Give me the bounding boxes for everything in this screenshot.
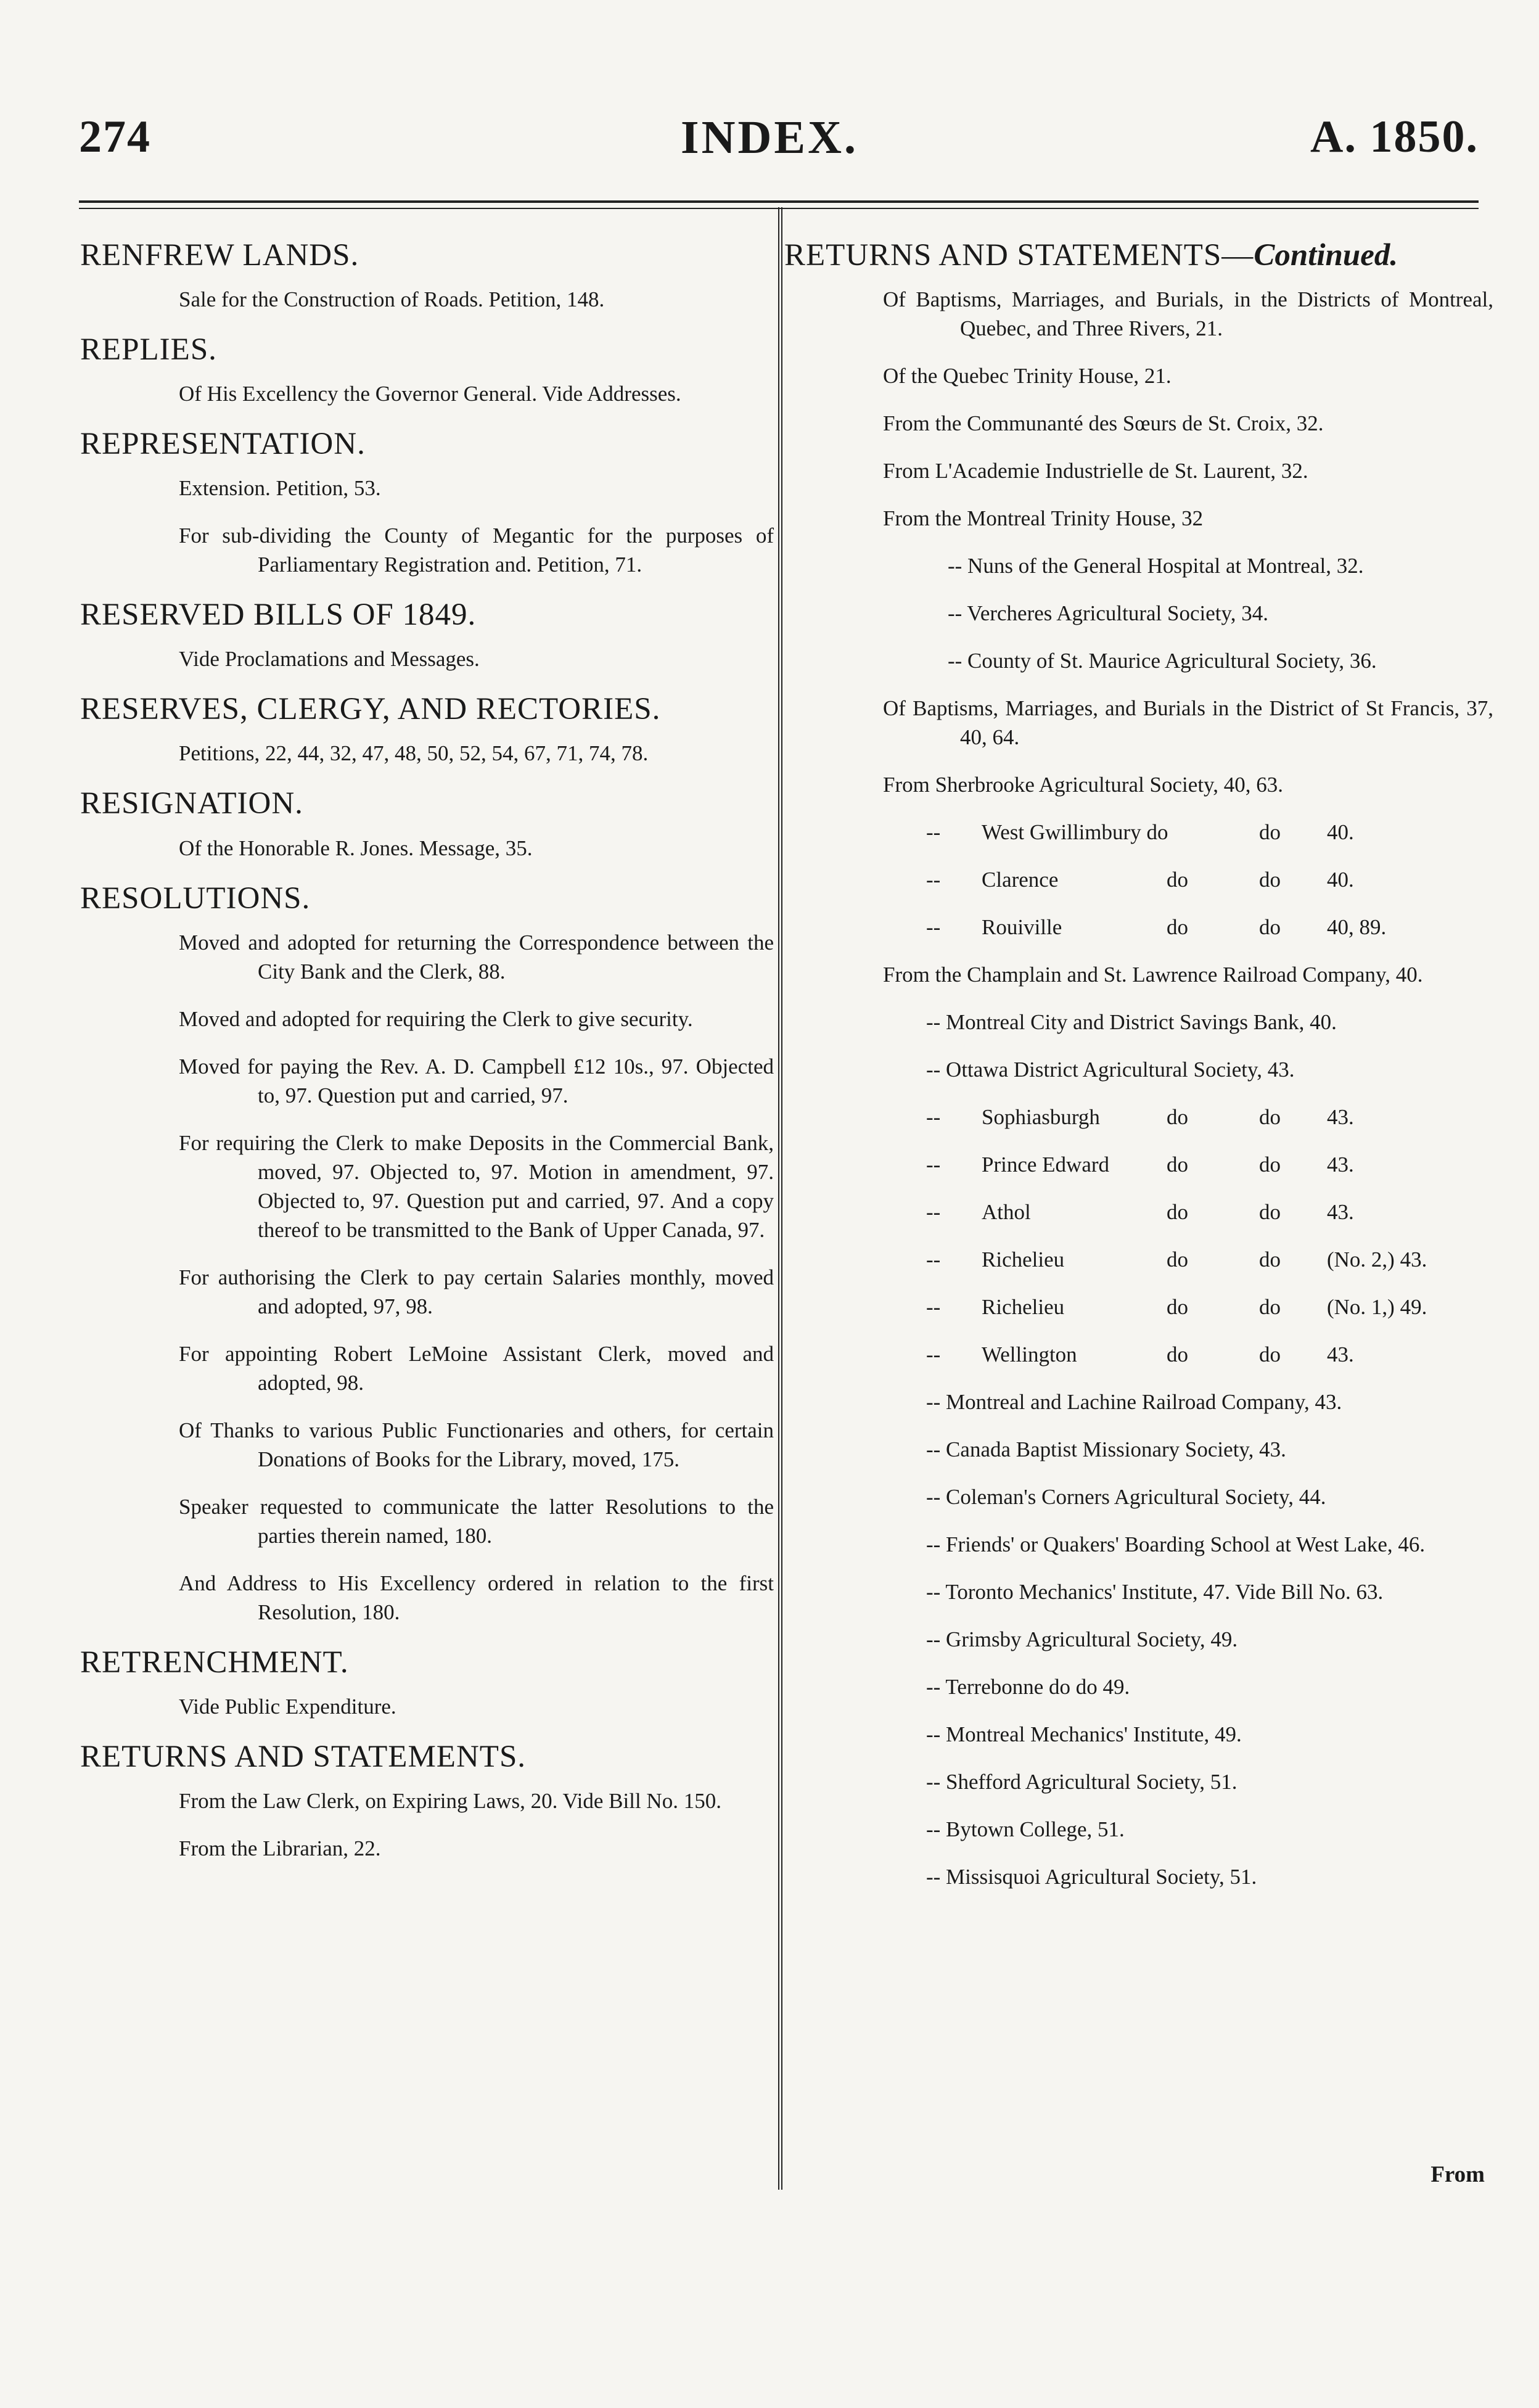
- page-year: A. 1850.: [1310, 112, 1479, 162]
- ditto-page: 43.: [1327, 1200, 1354, 1225]
- section-heading: REPLIES.: [80, 332, 217, 368]
- ditto-name: Athol: [982, 1200, 1031, 1225]
- section-heading-continued: [784, 238, 1493, 273]
- column-divider: [778, 207, 782, 2190]
- ditto-mark: do: [1259, 1153, 1281, 1177]
- index-subentry: -- County of St. Maurice Agricultural Society, 36.: [948, 649, 1377, 673]
- left-column: [80, 222, 774, 1881]
- ditto-name: West Gwillimbury do: [982, 820, 1168, 845]
- ditto-page: (No. 2,) 43.: [1327, 1247, 1427, 1272]
- section-heading: RENFREW LANDS.: [80, 238, 359, 273]
- index-subentry: -- Missisquoi Agricultural Society, 51.: [926, 1865, 1257, 1889]
- catchword: From: [1430, 2162, 1485, 2187]
- index-subentry: -- Toronto Mechanics' Institute, 47. Vide Bill No. 63.: [926, 1580, 1384, 1605]
- index-subentry: -- Nuns of the General Hospital at Montreal, 32.: [948, 554, 1364, 578]
- section-heading: RESERVES, CLERGY, AND RECTORIES.: [80, 692, 661, 727]
- ditto-name: Richelieu: [982, 1247, 1065, 1272]
- section-heading: RESOLUTIONS.: [80, 881, 311, 916]
- ditto-mark: do: [1167, 1200, 1188, 1225]
- index-entry: Extension. Petition, 53.: [179, 476, 381, 501]
- index-entry: Of Baptisms, Marriages, and Burials, in the Districts of Montreal, Quebec, and Three Rivers, 21.: [883, 287, 1493, 341]
- index-subentry: -- Ottawa District Agricultural Society, 43.: [926, 1058, 1295, 1082]
- ditto-row: [926, 1340, 1493, 1369]
- ditto-mark: do: [1259, 1295, 1281, 1320]
- index-entry: From the Champlain and St. Lawrence Railroad Company, 40.: [883, 963, 1423, 987]
- ditto-mark: do: [1167, 1153, 1188, 1177]
- index-entry: And Address to His Excellency ordered in relation to the first Resolution, 180.: [179, 1571, 774, 1624]
- ditto-name: Clarence: [982, 868, 1059, 892]
- index-entry: Of His Excellency the Governor General. Vide Addresses.: [179, 382, 681, 406]
- section-heading-text: RETURNS AND STATEMENTS—: [784, 238, 1254, 273]
- ditto-page: 40, 89.: [1327, 915, 1387, 940]
- ditto-name: Prince Edward: [982, 1153, 1110, 1177]
- ditto-dash: --: [926, 1295, 941, 1320]
- index-entry: Of the Quebec Trinity House, 21.: [883, 364, 1172, 388]
- ditto-row: [926, 1198, 1493, 1227]
- index-entry: For requiring the Clerk to make Deposits in the Commercial Bank, moved, 97. Objected to, 97. Motion in amendment, 97. Objected to, 97. Question put and carried, 97. And a copy thereof to be transmitted to the Bank of Upper Canada, 97.: [179, 1130, 774, 1242]
- ditto-mark: do: [1167, 1342, 1188, 1367]
- ditto-page: (No. 1,) 49.: [1327, 1295, 1427, 1320]
- ditto-mark: do: [1259, 1105, 1281, 1130]
- ditto-mark: do: [1167, 1295, 1188, 1320]
- ditto-mark: do: [1259, 1247, 1281, 1272]
- ditto-mark: do: [1167, 1247, 1188, 1272]
- ditto-name: Richelieu: [982, 1295, 1065, 1320]
- ditto-dash: --: [926, 868, 941, 892]
- page-header: [0, 111, 1539, 179]
- ditto-page: 43.: [1327, 1153, 1354, 1177]
- ditto-dash: --: [926, 1200, 941, 1225]
- index-entry: From L'Academie Industrielle de St. Laurent, 32.: [883, 459, 1308, 483]
- ditto-dash: --: [926, 915, 941, 940]
- section-heading: RETRENCHMENT.: [80, 1645, 349, 1680]
- ditto-dash: --: [926, 1153, 941, 1177]
- index-entry: For authorising the Clerk to pay certain Salaries monthly, moved and adopted, 97, 98.: [179, 1265, 774, 1318]
- ditto-name: Rouiville: [982, 915, 1062, 940]
- index-entry: From the Montreal Trinity House, 32: [883, 506, 1204, 531]
- ditto-mark: do: [1259, 868, 1281, 892]
- ditto-mark: do: [1259, 1342, 1281, 1367]
- index-subentry: -- Friends' or Quakers' Boarding School at West Lake, 46.: [926, 1532, 1426, 1557]
- section-heading: RETURNS AND STATEMENTS.: [80, 1739, 527, 1774]
- ditto-mark: do: [1167, 915, 1188, 940]
- ditto-mark: do: [1259, 915, 1281, 940]
- ditto-row: [926, 865, 1493, 894]
- section-heading: REPRESENTATION.: [80, 427, 366, 462]
- index-entry: From the Law Clerk, on Expiring Laws, 20. Vide Bill No. 150.: [179, 1788, 721, 1813]
- ditto-page: 40.: [1327, 868, 1354, 892]
- ditto-dash: --: [926, 820, 941, 845]
- index-subentry: -- Canada Baptist Missionary Society, 43.: [926, 1437, 1286, 1462]
- index-entry: Vide Proclamations and Messages.: [179, 647, 480, 672]
- index-entry: Moved and adopted for requiring the Clerk to give security.: [179, 1006, 693, 1031]
- ditto-row: [926, 818, 1493, 847]
- index-subentry: -- Vercheres Agricultural Society, 34.: [948, 601, 1268, 626]
- section-heading: RESIGNATION.: [80, 786, 303, 821]
- ditto-page: 43.: [1327, 1105, 1354, 1130]
- ditto-dash: --: [926, 1247, 941, 1272]
- ditto-row: [926, 1292, 1493, 1321]
- index-entry: Speaker requested to communicate the latter Resolutions to the parties therein named, 180.: [179, 1494, 774, 1548]
- index-subentry: -- Montreal City and District Savings Bank, 40.: [926, 1010, 1337, 1035]
- ditto-name: Wellington: [982, 1342, 1077, 1367]
- page-number: 274: [79, 112, 151, 162]
- ditto-dash: --: [926, 1105, 941, 1130]
- page-title: INDEX.: [681, 112, 858, 163]
- index-subentry: -- Coleman's Corners Agricultural Society, 44.: [926, 1485, 1326, 1510]
- ditto-mark: do: [1167, 868, 1188, 892]
- ditto-page: 40.: [1327, 820, 1354, 845]
- index-entry: For sub-dividing the County of Megantic for the purposes of Parliamentary Registration and. Petition, 71.: [179, 524, 774, 577]
- index-subentry: -- Shefford Agricultural Society, 51.: [926, 1770, 1237, 1794]
- ditto-mark: do: [1259, 1200, 1281, 1225]
- index-entry: For appointing Robert LeMoine Assistant Clerk, moved and adopted, 98.: [179, 1341, 774, 1395]
- index-entry: From the Communanté des Sœurs de St. Croix, 32.: [883, 411, 1324, 436]
- index-subentry: -- Grimsby Agricultural Society, 49.: [926, 1627, 1238, 1652]
- index-entry: Moved for paying the Rev. A. D. Campbell £12 10s., 97. Objected to, 97. Question put and carried, 97.: [179, 1054, 774, 1107]
- right-column: [784, 222, 1493, 1910]
- index-subentry: -- Montreal and Lachine Railroad Company, 43.: [926, 1390, 1342, 1415]
- ditto-mark: do: [1167, 1105, 1188, 1130]
- index-subentry: -- Bytown College, 51.: [926, 1817, 1125, 1842]
- index-entry: From Sherbrooke Agricultural Society, 40, 63.: [883, 773, 1284, 797]
- ditto-row: [926, 1103, 1493, 1132]
- ditto-mark: do: [1259, 820, 1281, 845]
- ditto-row: [926, 1150, 1493, 1179]
- continued-label: Continued.: [1254, 238, 1398, 273]
- index-entry: Moved and adopted for returning the Correspondence between the City Bank and the Clerk, 88.: [179, 930, 774, 984]
- header-rule-thick: [79, 200, 1479, 203]
- index-entry: Sale for the Construction of Roads. Petition, 148.: [179, 287, 605, 312]
- index-entry: From the Librarian, 22.: [179, 1836, 381, 1860]
- index-entry: Petitions, 22, 44, 32, 47, 48, 50, 52, 54, 67, 71, 74, 78.: [179, 741, 649, 766]
- ditto-name: Sophiasburgh: [982, 1105, 1100, 1130]
- index-subentry: -- Montreal Mechanics' Institute, 49.: [926, 1722, 1242, 1747]
- index-entry: Of the Honorable R. Jones. Message, 35.: [179, 836, 533, 860]
- index-entry: Of Baptisms, Marriages, and Burials in the District of St Francis, 37, 40, 64.: [883, 696, 1493, 750]
- index-entry: Vide Public Expenditure.: [179, 1694, 396, 1719]
- ditto-page: 43.: [1327, 1342, 1354, 1367]
- section-heading: RESERVED BILLS OF 1849.: [80, 598, 477, 633]
- index-entry: Of Thanks to various Public Functionaries and others, for certain Donations of Books for the Library, moved, 175.: [179, 1418, 774, 1471]
- ditto-dash: --: [926, 1342, 941, 1367]
- ditto-row: [926, 1245, 1493, 1274]
- index-subentry: -- Terrebonne do do 49.: [926, 1675, 1130, 1699]
- ditto-row: [926, 913, 1493, 942]
